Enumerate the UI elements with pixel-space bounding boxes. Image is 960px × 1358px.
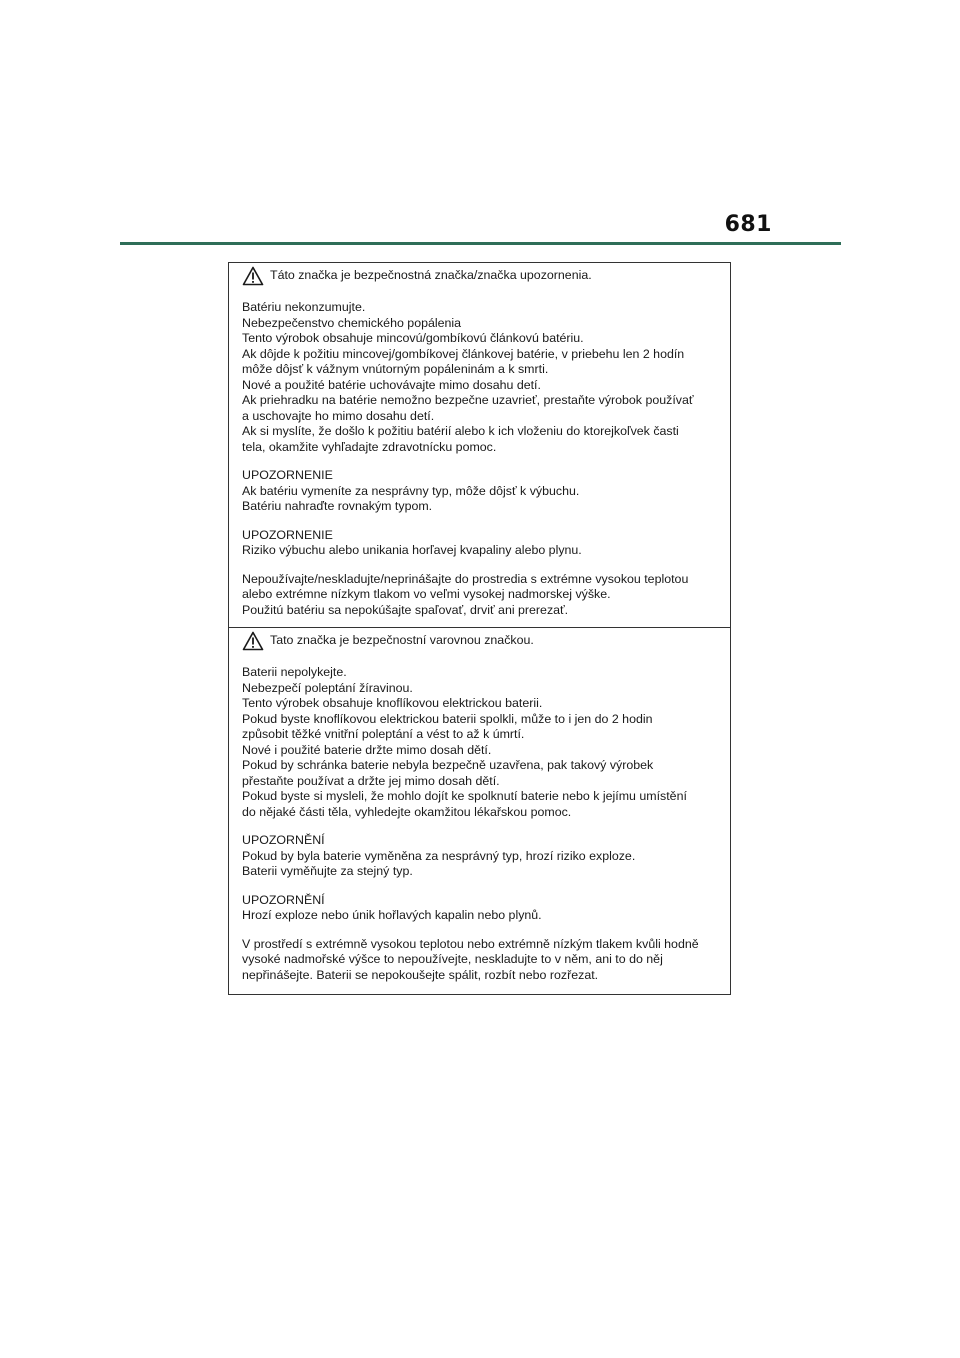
- text-line: Nepoužívajte/neskladujte/neprinášajte do prostredia s extrémne vysokou teplotou: [242, 571, 689, 586]
- text-block: [242, 300, 720, 455]
- text-line: Pokud by byla baterie vyměněna za nesprávný typ, hrozí riziko exploze.: [242, 848, 636, 863]
- text-line: V prostředí s extrémně vysokou teplotou nebo extrémně nízkým tlakem kvůli hodně: [242, 936, 699, 951]
- warning-triangle-icon: [242, 631, 264, 651]
- text-line: Nebezpečenstvo chemického popálenia: [242, 315, 462, 330]
- text-line: Ak priehradku na batérie nemožno bezpečne uzavrieť, prestaňte výrobok používať: [242, 393, 694, 407]
- text-line: vysoké nadmořské výšce to nepoužívejte, neskladujte to v něm, ani to do něj: [242, 952, 663, 966]
- text-block: [242, 468, 720, 515]
- text-line: Batériu nahraďte rovnakým typom.: [242, 499, 433, 513]
- notice-czech: [229, 628, 730, 994]
- text-line: UPOZORNĚNÍ: [242, 833, 325, 847]
- symbol-text: Tato značka je bezpečnostní varovnou značkou.: [270, 633, 534, 648]
- text-line: Tento výrobok obsahuje mincovú/gombíkovú článkovú batériu.: [242, 331, 584, 345]
- text-line: Pokud byste knoflíkovou elektrickou baterii spolkli, může to i jen do 2 hodin: [242, 711, 653, 726]
- text-block: [242, 665, 720, 820]
- warning-triangle-icon: [242, 266, 264, 286]
- text-block: [242, 937, 720, 984]
- text-line: UPOZORNENIE: [242, 468, 333, 482]
- text-block: [242, 833, 720, 880]
- text-line: Baterii vyměňujte za stejný typ.: [242, 864, 413, 878]
- symbol-text: Táto značka je bezpečnostná značka/značka upozornenia.: [270, 268, 592, 283]
- text-line: Nové i použité baterie držte mimo dosah dětí.: [242, 742, 492, 757]
- text-block: [242, 572, 720, 619]
- text-line: Riziko výbuchu alebo unikania horľavej kvapaliny alebo plynu.: [242, 543, 582, 557]
- text-block: [242, 528, 720, 559]
- text-line: alebo extrémne nízkym tlakom vo veľmi vysokej nadmorskej výške.: [242, 587, 611, 601]
- text-line: Ak dôjde k požitiu mincovej/gombíkovej článkovej batérie, v priebehu len 2 hodín: [242, 346, 685, 361]
- notice-slovak: [229, 263, 730, 627]
- battery-warning-box: [228, 262, 731, 995]
- text-line: tela, okamžite vyhľadajte zdravotnícku pomoc.: [242, 439, 497, 454]
- text-line: Nové a použité batérie uchovávajte mimo dosahu detí.: [242, 377, 541, 392]
- symbol-explanation: [242, 630, 720, 652]
- text-line: UPOZORNĚNÍ: [242, 892, 325, 907]
- text-line: Baterii nepolykejte.: [242, 665, 347, 679]
- text-line: Batériu nekonzumujte.: [242, 300, 366, 314]
- text-line: Pokud by schránka baterie nebyla bezpečně uzavřena, pak takový výrobek: [242, 758, 654, 772]
- text-line: způsobit těžké vnitřní poleptání a vést to až k úmrtí.: [242, 727, 525, 741]
- header-rule: [120, 242, 841, 245]
- text-line: Nebezpečí poleptání žíravinou.: [242, 680, 413, 695]
- text-line: Tento výrobek obsahuje knoflíkovou elektrickou baterii.: [242, 696, 543, 710]
- page-number: 681: [724, 212, 772, 237]
- text-line: do nějaké části těla, vyhledejte okamžitou lékařskou pomoc.: [242, 804, 572, 819]
- text-block: [242, 893, 720, 924]
- text-line: Použitú batériu sa nepokúšajte spaľovať, drviť ani prerezať.: [242, 602, 569, 617]
- text-line: a uschovajte ho mimo dosahu detí.: [242, 408, 435, 423]
- text-line: Pokud byste si mysleli, že mohlo dojít ke spolknutí baterie nebo k jejímu umístění: [242, 789, 687, 803]
- text-line: nepřinášejte. Baterii se nepokoušejte spálit, rozbít nebo rozřezat.: [242, 967, 599, 982]
- text-line: Ak batériu vymeníte za nesprávny typ, môže dôjsť k výbuchu.: [242, 483, 580, 498]
- symbol-explanation: [242, 265, 720, 287]
- text-line: přestaňte používat a držte jej mimo dosah dětí.: [242, 773, 500, 788]
- text-line: Ak si myslíte, že došlo k požitiu batérií alebo k ich vloženiu do ktorejkoľvek časti: [242, 424, 679, 438]
- text-line: UPOZORNENIE: [242, 527, 333, 542]
- text-line: môže dôjsť k vážnym vnútorným popáleninám a k smrti.: [242, 362, 549, 376]
- text-line: Hrozí exploze nebo únik hořlavých kapalin nebo plynů.: [242, 908, 542, 922]
